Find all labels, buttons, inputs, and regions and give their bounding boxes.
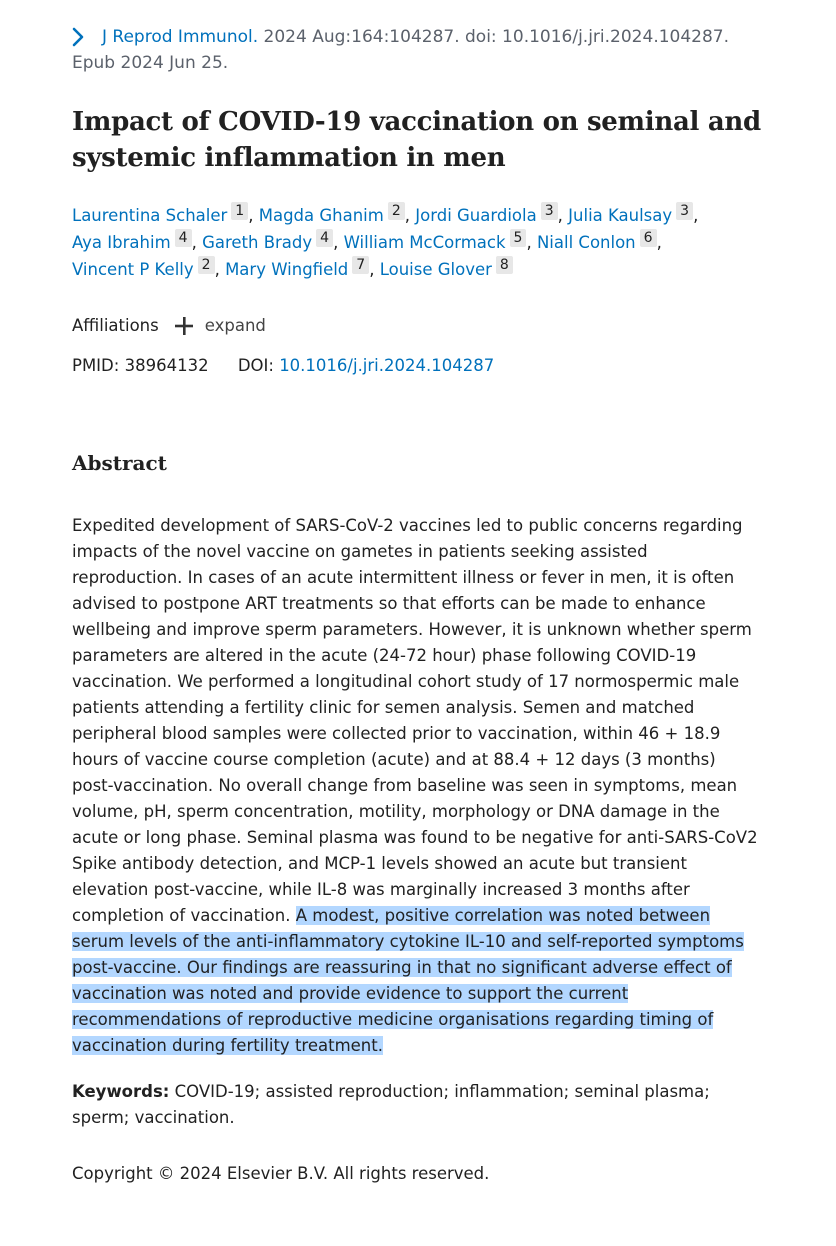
author-separator: , <box>369 260 380 279</box>
author-list <box>72 202 762 283</box>
chevron-right-icon[interactable] <box>68 27 88 47</box>
author-name-link[interactable]: Laurentina Schaler <box>72 206 228 225</box>
author-name-link[interactable]: Magda Ghanim <box>258 206 384 225</box>
pmid-value: 38964132 <box>124 356 209 375</box>
author <box>202 230 333 252</box>
abstract-heading: Abstract <box>72 451 167 475</box>
affiliation-number-badge[interactable]: 3 <box>676 202 693 220</box>
doi-link[interactable]: 10.1016/j.jri.2024.104287 <box>279 356 495 375</box>
author <box>72 230 192 252</box>
abstract-text-plain: Expedited development of SARS-CoV-2 vaccines led to public concerns regarding impacts of the novel vaccine on gametes in patients seeking assisted reproduction. In cases of an acute intermittent illness or fever in men, it is often advised to postpone ART treatments so that efforts can be made to enhance wellbeing and improve sperm parameters. However, it is unknown whether sperm parameters are altered in the acute (24-72 hour) phase following COVID-19 vaccination. We performed a longitudinal cohort study of 17 normospermic male patients attending a fertility clinic for semen analysis. Semen and matched peripheral blood samples were collected prior to vaccination, within 46 + 18.9 hours of vaccine course completion (acute) and at 88.4 + 12 days (3 months) post-vaccination. No overall change from baseline was seen in symptoms, mean volume, pH, sperm concentration, motility, morphology or DNA damage in the acute or long phase. Seminal plasma was found to be negative for anti-SARS-CoV2 Spike antibody detection, and MCP-1 levels showed an acute but transient elevation post-vaccine, while IL-8 was marginally increased 3 months after completion of vaccination. <box>72 516 758 925</box>
author-separator: , <box>656 233 662 252</box>
affiliation-number-badge[interactable]: 2 <box>198 256 215 274</box>
author-separator: , <box>333 233 344 252</box>
author-separator: , <box>191 233 203 252</box>
abstract-text <box>72 513 762 1059</box>
affiliations-label: Affiliations <box>72 316 159 335</box>
copyright: Copyright © 2024 Elsevier B.V. All rights reserved. <box>72 1164 490 1183</box>
abstract-text-selected: A modest, positive correlation was noted between serum levels of the anti-inflammatory cytokine IL-10 and self-reported symptoms post-vaccine. Our findings are reassuring in that no significant adverse effect of vaccination was noted and provide evidence to support the current recommendations of reproductive medicine organisations regarding timing of vaccination during fertility treatment. <box>72 906 744 1055</box>
citation-details: 2024 Aug:164:104287. doi: 10.1016/j.jri.2024.104287. <box>258 27 730 47</box>
author-separator: , <box>557 206 569 225</box>
author-name-link[interactable]: Aya Ibrahim <box>72 233 171 252</box>
expand-label: expand <box>204 316 266 335</box>
author <box>225 257 369 279</box>
author <box>72 257 215 279</box>
author-name-link[interactable]: Jordi Guardiola <box>415 206 537 225</box>
pmid-label: PMID: <box>72 356 120 375</box>
article-title: Impact of COVID-19 vaccination on seminal and systemic inflammation in men <box>72 107 761 173</box>
author-separator: , <box>693 206 699 225</box>
affiliation-number-badge[interactable]: 5 <box>510 229 527 247</box>
affiliations-expand-button[interactable] <box>173 313 266 339</box>
keywords <box>72 1079 762 1131</box>
affiliations-row <box>72 313 762 339</box>
author-name-link[interactable]: Niall Conlon <box>536 233 636 252</box>
author-separator: , <box>248 206 259 225</box>
author-name-link[interactable]: Gareth Brady <box>202 233 313 252</box>
affiliation-number-badge[interactable]: 6 <box>640 229 657 247</box>
author-separator: , <box>404 206 416 225</box>
author-name-link[interactable]: William McCormack <box>343 233 506 252</box>
author-name-link[interactable]: Louise Glover <box>379 260 492 279</box>
affiliation-number-badge[interactable]: 4 <box>316 229 333 247</box>
affiliation-number-badge[interactable]: 2 <box>388 202 405 220</box>
doi-label: DOI: <box>237 356 274 375</box>
author-name-link[interactable]: Mary Wingfield <box>225 260 349 279</box>
affiliation-number-badge[interactable]: 8 <box>496 256 513 274</box>
author <box>379 257 513 279</box>
affiliation-number-badge[interactable]: 3 <box>541 202 558 220</box>
epub-date: Epub 2024 Jun 25. <box>72 53 229 73</box>
affiliation-number-badge[interactable]: 1 <box>231 202 248 220</box>
author-separator: , <box>526 233 537 252</box>
keywords-text: COVID-19; assisted reproduction; inflammation; seminal plasma; sperm; vaccination. <box>72 1082 710 1127</box>
author <box>536 230 657 252</box>
author-name-link[interactable]: Julia Kaulsay <box>568 206 673 225</box>
identifiers <box>72 353 762 379</box>
author <box>568 203 693 225</box>
author-separator: , <box>214 260 226 279</box>
affiliation-number-badge[interactable]: 4 <box>175 229 192 247</box>
journal-link[interactable]: J Reprod Immunol. <box>102 27 259 47</box>
plus-icon <box>173 315 195 337</box>
citation <box>72 24 762 76</box>
author <box>72 203 248 225</box>
author-name-link[interactable]: Vincent P Kelly <box>72 260 194 279</box>
affiliation-number-badge[interactable]: 7 <box>352 256 369 274</box>
author <box>258 203 405 225</box>
author <box>415 203 557 225</box>
author <box>343 230 527 252</box>
keywords-label: Keywords: <box>72 1082 170 1101</box>
article-page <box>72 24 762 1187</box>
